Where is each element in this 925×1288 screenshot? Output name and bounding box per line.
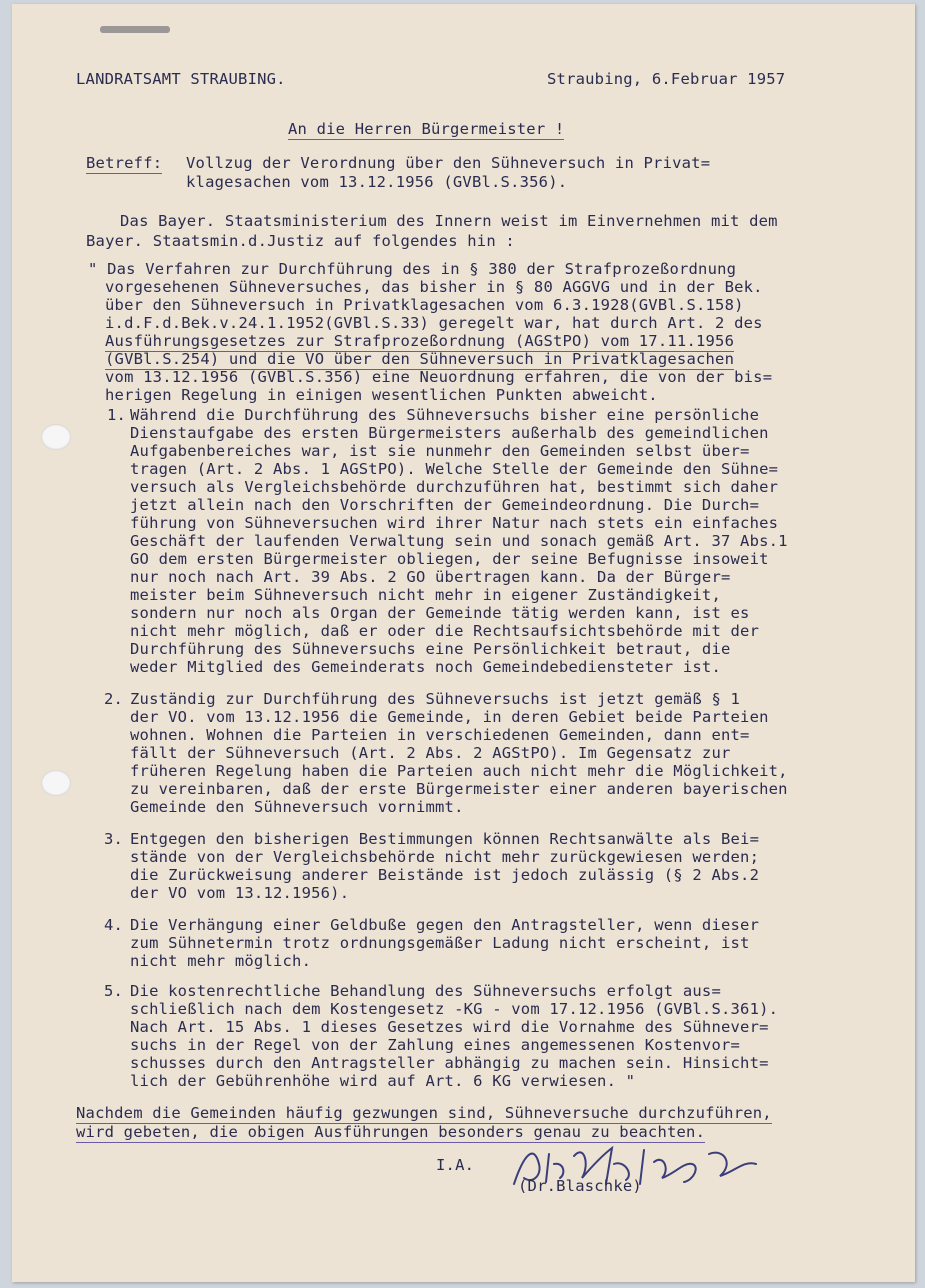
point-line: führung von Sühneversuchen wird ihrer Natur nach stets ein einfaches [130,514,779,532]
point-line: versuch als Vergleichsbehörde durchzuführen hat, bestimmt sich daher [130,478,779,496]
point-line: weder Mitglied des Gemeinderats noch Gemeindebediensteter ist. [130,658,721,676]
point-line: fällt der Sühneversuch (Art. 2 Abs. 2 AGStPO). Im Gegensatz zur [130,744,731,762]
point-line: die Zurückweisung anderer Beistände ist jedoch zulässig (§ 2 Abs.2 [130,866,760,884]
point-line: schusses durch den Antragsteller abhängig zu machen sein. Hinsicht= [130,1054,769,1072]
salutation: An die Herren Bürgermeister ! [288,120,565,138]
point-line: der VO. vom 13.12.1956 die Gemeinde, in deren Gebiet beide Parteien [130,708,769,726]
intro-line: Das Bayer. Staatsministerium des Innern weist im Einvernehmen mit dem [120,212,778,230]
signer-name: (Dr.Blaschke) [518,1177,642,1195]
point-number: 3. [104,830,124,848]
point-line: lich der Gebührenhöhe wird auf Art. 6 KG verwiesen. " [130,1072,636,1090]
point-line: meister beim Sühneversuch nicht mehr in eigener Zuständigkeit, [130,586,721,604]
point-line: Dienstaufgabe des ersten Bürgermeisters außerhalb des gemeindlichen [130,424,769,442]
point-number: 4. [104,916,124,934]
quote-line: Ausführungsgesetzes zur Strafprozeßordnung (AGStPO) vom 17.11.1956 [105,332,735,350]
point-line: Die Verhängung einer Geldbuße gegen den Antragsteller, wenn dieser [130,916,760,934]
point-number: 1. [107,406,127,424]
point-line: früheren Regelung haben die Parteien auch nicht mehr die Möglichkeit, [130,762,788,780]
point-line: nur noch nach Art. 39 Abs. 2 GO übertragen kann. Da der Bürger= [130,568,731,586]
point-line: suchs in der Regel von der Zahlung eines angemessenen Kostenvor= [130,1036,741,1054]
intro-line: Bayer. Staatsmin.d.Justiz auf folgendes hin : [86,232,515,250]
point-number: 5. [104,982,124,1000]
point-line: stände von der Vergleichsbehörde nicht mehr zurückgewiesen werden; [130,848,760,866]
point-line: wohnen. Wohnen die Parteien in verschiedenen Gemeinden, dann ent= [130,726,750,744]
quote-line: vom 13.12.1956 (GVBl.S.356) eine Neuordnung erfahren, die von der bis= [105,368,773,386]
place-date: Straubing, 6.Februar 1957 [547,70,786,88]
point-line: zum Sühnetermin trotz ordnungsgemäßer Ladung nicht erscheint, ist [130,934,750,952]
subject-label: Betreff: [86,154,163,172]
subject-line: Vollzug der Verordnung über den Sühneversuch in Privat= [186,154,711,172]
punch-hole-top [41,424,71,450]
point-line: Nach Art. 15 Abs. 1 dieses Gesetzes wird die Vornahme des Sühnever= [130,1018,769,1036]
point-line: Entgegen den bisherigen Bestimmungen können Rechtsanwälte als Bei= [130,830,760,848]
point-line: der VO vom 13.12.1956). [130,884,350,902]
point-line: zu vereinbaren, daß der erste Bürgermeister einer anderen bayerischen [130,780,788,798]
point-line: nicht mehr möglich. [130,952,312,970]
point-number: 2. [104,690,124,708]
point-line: Zuständig zur Durchführung des Sühneversuchs ist jetzt gemäß § 1 [130,690,741,708]
point-line: sondern nur noch als Organ der Gemeinde tätig werden kann, ist es [130,604,750,622]
closing-line: wird gebeten, die obigen Ausführungen besonders genau zu beachten. [76,1123,706,1141]
point-line: schließlich nach dem Kostengesetz -KG - vom 17.12.1956 (GVBl.S.361). [130,1000,779,1018]
quote-line: i.d.F.d.Bek.v.24.1.1952(GVBl.S.33) geregelt war, hat durch Art. 2 des [105,314,763,332]
office-header: LANDRATSAMT STRAUBING. [76,70,286,88]
quote-line: " Das Verfahren zur Durchführung des in § 380 der Strafprozeßordnung [88,260,737,278]
point-line: tragen (Art. 2 Abs. 1 AGStPO). Welche Stelle der Gemeinde den Sühne= [130,460,779,478]
subject-line: klagesachen vom 13.12.1956 (GVBl.S.356). [186,173,568,191]
document-page [12,4,915,1282]
point-line: Während die Durchführung des Sühneversuchs bisher eine persönliche [130,406,760,424]
point-line: nicht mehr möglich, daß er oder die Rechtsaufsichtsbehörde mit der [130,622,760,640]
point-line: Aufgabenbereiches war, ist sie nunmehr den Gemeinden selbst über= [130,442,750,460]
quote-line: (GVBl.S.254) und die VO über den Sühneversuch in Privatklagesachen [105,350,735,368]
point-line: Durchführung des Sühneversuchs eine Persönlichkeit betraut, die [130,640,731,658]
ia-label: I.A. [436,1156,475,1174]
point-line: Geschäft der laufenden Verwaltung sein und sonach gemäß Art. 37 Abs.1 [130,532,788,550]
point-line: Gemeinde den Sühneversuch vornimmt. [130,798,464,816]
closing-line: Nachdem die Gemeinden häufig gezwungen sind, Sühneversuche durchzuführen, [76,1104,772,1122]
quote-line: über den Sühneversuch in Privatklagesachen vom 6.3.1928(GVBl.S.158) [105,296,744,314]
ink-smudge [100,26,170,33]
punch-hole-bottom [41,770,71,796]
point-line: Die kostenrechtliche Behandlung des Sühneversuchs erfolgt aus= [130,982,721,1000]
point-line: GO dem ersten Bürgermeister obliegen, der seine Befugnisse insoweit [130,550,769,568]
quote-line: herigen Regelung in einigen wesentlichen Punkten abweicht. [105,386,658,404]
quote-line: vorgesehenen Sühneversuches, das bisher in § 80 AGGVG und in der Bek. [105,278,763,296]
point-line: jetzt allein nach den Vorschriften der Gemeindeordnung. Die Durch= [130,496,760,514]
